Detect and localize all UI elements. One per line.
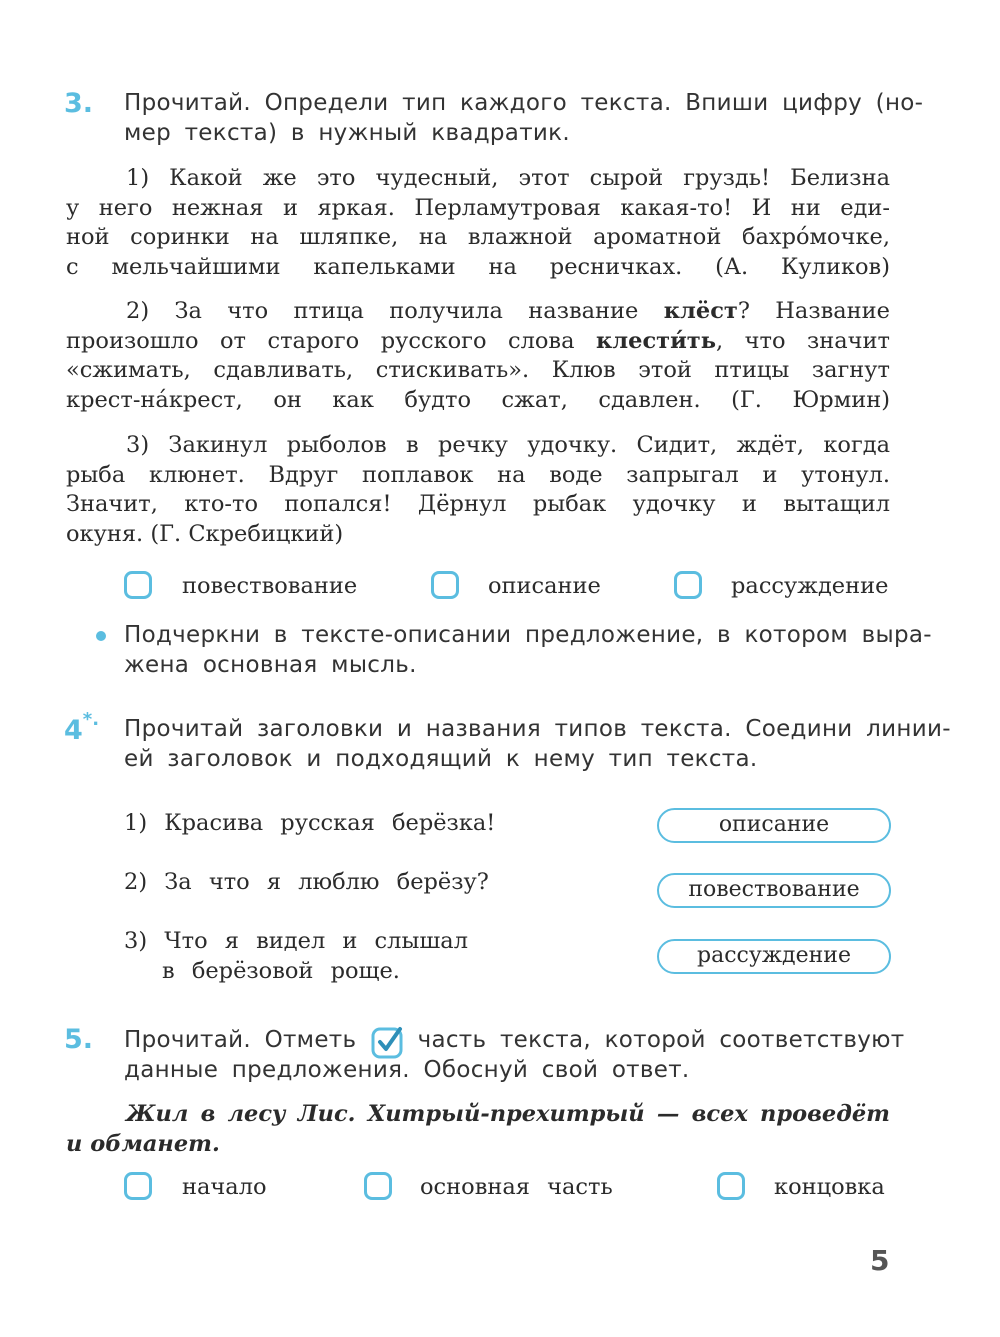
checkbox-beginning[interactable]	[124, 1172, 152, 1200]
option-label-main-part: основная часть	[420, 1174, 613, 1200]
task-3-bullet-instruction: Подчеркни в тексте-описании предложение, в котором выра- жена основная мысль.	[124, 622, 932, 678]
option-label-ending: концовка	[774, 1174, 885, 1200]
type-pill-description[interactable]: описание	[657, 808, 891, 843]
heading-1[interactable]: 1) Красива русская берёзка!	[124, 810, 496, 836]
task-3-text-3: 3) Закинул рыболов в речку удочку. Сидит, ждёт, когда рыба клюнет. Вдруг поплавок на воде запрыгал и утонул. Значит, кто-то попался! Дёрнул рыбак удочку и вытащил окуня. (Г. Скребицкий)	[66, 432, 890, 547]
checkbox-description[interactable]	[431, 571, 459, 599]
type-pill-narrative[interactable]: повествование	[657, 873, 891, 908]
checkbox-reasoning[interactable]	[674, 571, 702, 599]
page-number: 5	[870, 1244, 890, 1277]
task-4-instruction: Прочитай заголовки и названия типов текста. Соедини линии- ей заголовок и подходящий к нему тип текста.	[124, 716, 951, 772]
task-5-number: 5.	[64, 1024, 94, 1055]
task-3-text-2: 2) За что птица получила название клёст? Название произошло от старого русского слова клести́ть, что значит «сжимать, сдавливать, стискивать». Клюв этой птицы загнут крест-на́крест, он как будто сжат, сдавлен. (Г. Юрмин)	[66, 298, 890, 413]
bold-word-klest: клёст	[663, 298, 738, 324]
option-label-description: описание	[488, 573, 601, 599]
checkbox-main-part[interactable]	[364, 1172, 392, 1200]
checkmark-icon	[371, 1025, 405, 1059]
bullet-icon	[96, 631, 106, 641]
checkbox-narrative[interactable]	[124, 571, 152, 599]
bold-word-klestit: клести́ть	[596, 327, 716, 354]
heading-3[interactable]: 3) Что я видел и слышал в берёзовой роще.	[124, 928, 468, 984]
task-3-instruction: Прочитай. Определи тип каждого текста. Впиши цифру (но- мер текста) в нужный квадратик.	[124, 90, 924, 146]
option-label-reasoning: рассуждение	[731, 573, 889, 599]
task-5-text: Жил в лесу Лис. Хитрый-прехитрый — всех проведёт и обманет.	[66, 1101, 890, 1157]
checkbox-ending[interactable]	[717, 1172, 745, 1200]
task-3-number: 3.	[64, 88, 94, 119]
heading-2[interactable]: 2) За что я люблю берёзу?	[124, 869, 489, 895]
task-4-number: 4*.	[64, 709, 100, 746]
type-pill-reasoning[interactable]: рассуждение	[657, 939, 891, 974]
option-label-narrative: повествование	[182, 573, 358, 599]
option-label-beginning: начало	[182, 1174, 267, 1200]
task-3-text-1: 1) Какой же это чудесный, этот сырой груздь! Белизна у него нежная и яркая. Перламутровая какая-то! И ни еди- ной соринки на шляпке, на влажной ароматной бахро́мочке, с мельчайшими капельками на ресничках. (А. Куликов)	[66, 165, 890, 280]
task-5-instruction: Прочитай. Отметь часть текста, которой соответствуют данные предложения. Обоснуй свой ответ.	[124, 1027, 905, 1083]
